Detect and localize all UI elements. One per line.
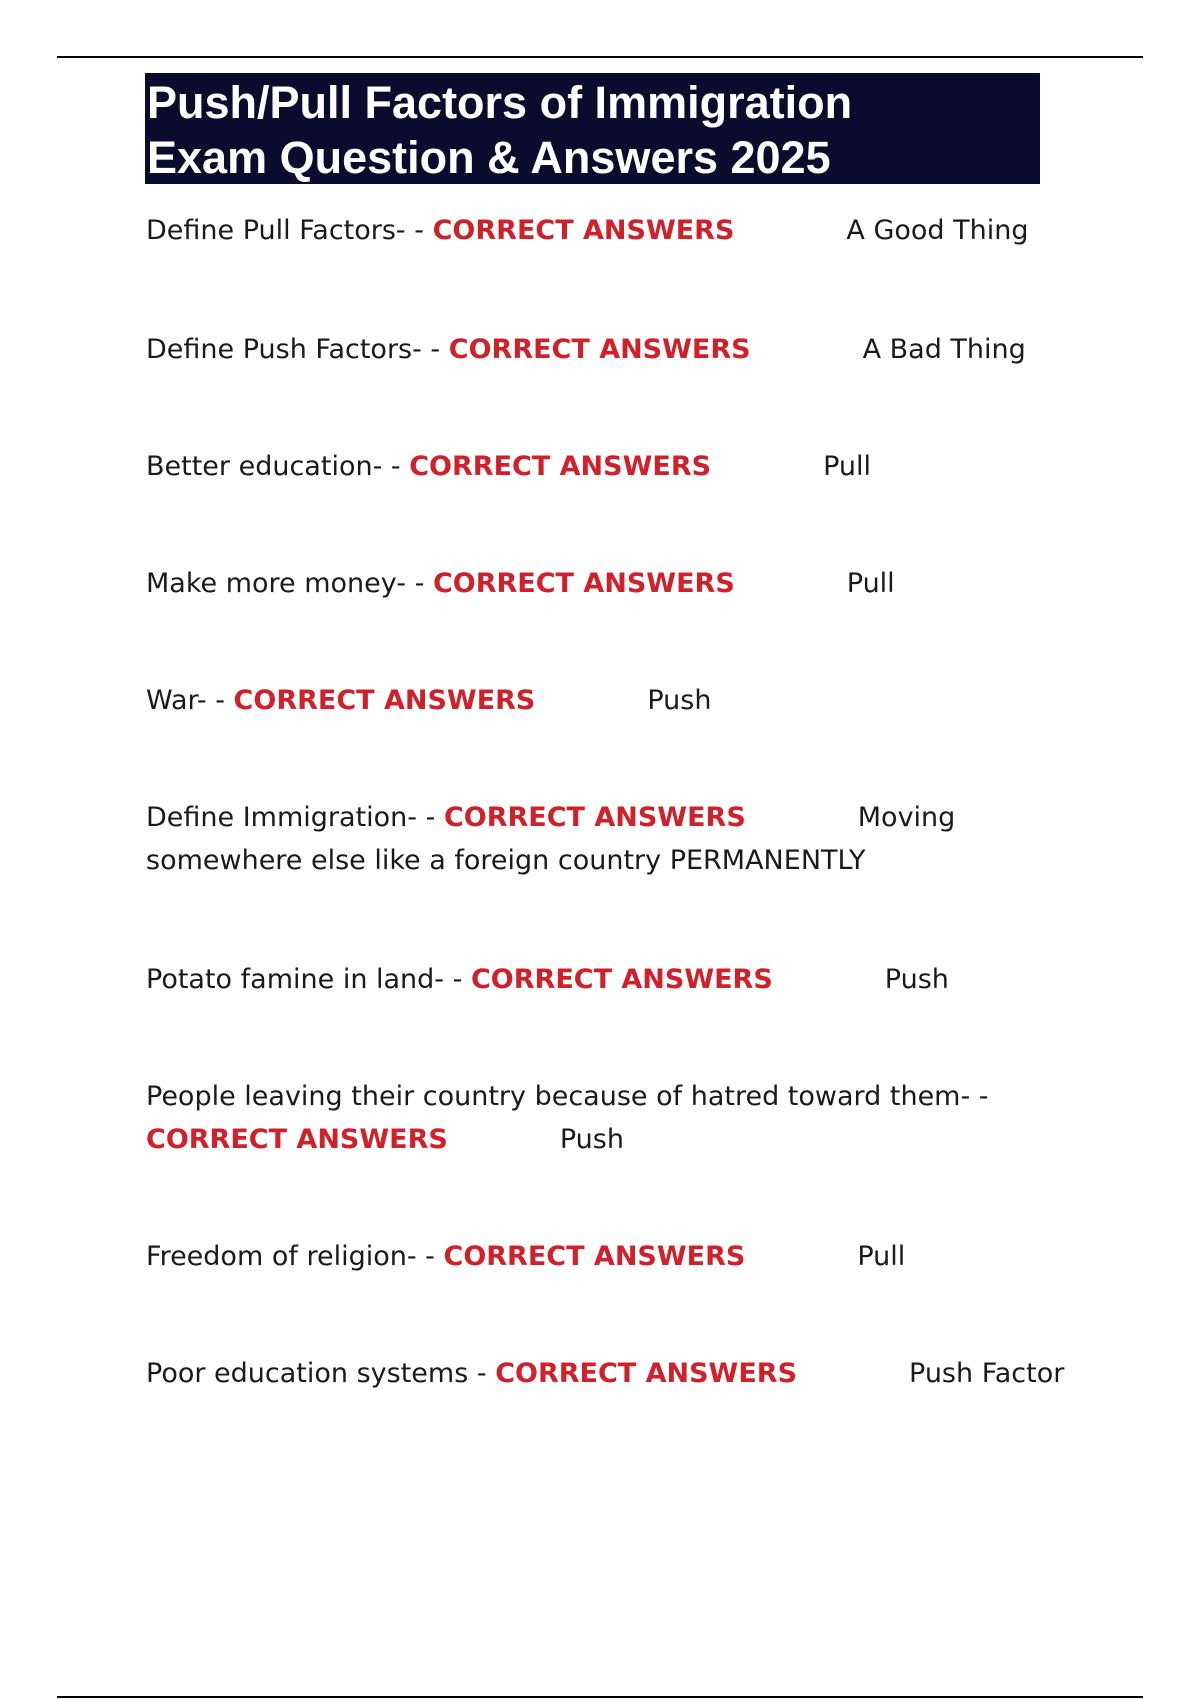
qa-item-8 bbox=[146, 1075, 1106, 1161]
correct-answers-tag: CORRECT ANSWERS bbox=[470, 964, 773, 995]
question-text: People leaving their country because of hatred toward them- - bbox=[146, 1081, 989, 1112]
correct-answers-tag: CORRECT ANSWERS bbox=[448, 334, 751, 365]
answer-text: Moving somewhere else like a foreign country PERMANENTLY bbox=[146, 802, 956, 876]
question-text: Define Pull Factors- - bbox=[146, 215, 433, 246]
qa-item-2 bbox=[146, 328, 1106, 371]
answer-text: Push bbox=[647, 685, 712, 716]
answer-text: A Good Thing bbox=[846, 215, 1029, 246]
answer-text: Push Factor bbox=[909, 1358, 1065, 1389]
answer-text: Push bbox=[559, 1124, 624, 1155]
qa-item-5 bbox=[146, 679, 1106, 722]
correct-answers-tag: CORRECT ANSWERS bbox=[432, 215, 735, 246]
correct-answers-tag: CORRECT ANSWERS bbox=[495, 1358, 798, 1389]
correct-answers-tag: CORRECT ANSWERS bbox=[432, 568, 735, 599]
answer-text: Pull bbox=[823, 451, 871, 482]
qa-item-7 bbox=[146, 958, 1106, 1001]
correct-answers-tag: CORRECT ANSWERS bbox=[409, 451, 712, 482]
question-text: Better education- - bbox=[146, 451, 410, 482]
answer-text: Push bbox=[884, 964, 949, 995]
qa-item-9 bbox=[146, 1235, 1106, 1278]
qa-item-3 bbox=[146, 445, 1106, 488]
question-text: War- - bbox=[146, 685, 234, 716]
top-rule bbox=[57, 56, 1143, 58]
bottom-rule bbox=[57, 1696, 1143, 1698]
qa-item-1 bbox=[146, 209, 1106, 252]
question-text: Define Push Factors- - bbox=[146, 334, 449, 365]
title-banner bbox=[145, 73, 1040, 184]
qa-item-6 bbox=[146, 796, 1106, 882]
title-line-1: Push/Pull Factors of Immigration bbox=[147, 77, 853, 128]
title-line-2: Exam Question & Answers 2025 bbox=[147, 132, 831, 183]
correct-answers-tag: CORRECT ANSWERS bbox=[443, 1241, 746, 1272]
question-text: Poor education systems - bbox=[146, 1358, 496, 1389]
qa-item-10 bbox=[146, 1352, 1106, 1395]
question-text: Potato famine in land- - bbox=[146, 964, 471, 995]
question-text: Freedom of religion- - bbox=[146, 1241, 444, 1272]
correct-answers-tag: CORRECT ANSWERS bbox=[443, 802, 746, 833]
question-text: Make more money- - bbox=[146, 568, 433, 599]
answer-text: A Bad Thing bbox=[862, 334, 1026, 365]
answer-text: Pull bbox=[846, 568, 895, 599]
answer-text: Pull bbox=[857, 1241, 906, 1272]
qa-item-4 bbox=[146, 562, 1106, 605]
question-text: Define Immigration- - bbox=[146, 802, 444, 833]
correct-answers-tag: CORRECT ANSWERS bbox=[146, 1124, 448, 1155]
correct-answers-tag: CORRECT ANSWERS bbox=[233, 685, 536, 716]
